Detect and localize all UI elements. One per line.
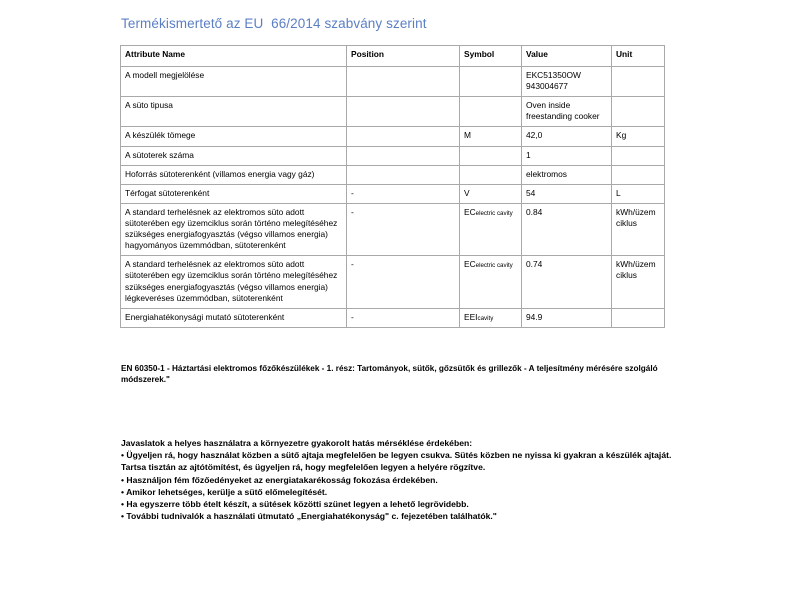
symbol-main: EC	[464, 259, 476, 270]
cell-attribute-name: A modell megjelölése	[121, 67, 347, 97]
cell-attribute-name: A készülék tömege	[121, 127, 347, 146]
table-row	[121, 165, 665, 184]
cell-position: -	[347, 308, 460, 327]
column-header-position: Position	[347, 46, 460, 67]
table-row	[121, 256, 665, 308]
cell-attribute-name: Energiahatékonysági mutató sütoterenként	[121, 308, 347, 327]
recommendation-item: • További tudnivalók a használati útmutató „Energiahatékonyság" c. fejezetében találhatók."	[121, 511, 497, 522]
cell-attribute-name: A standard terhelésnek az elektromos süto adott sütoterében egy üzemciklus során történo melegítéséhez szükséges energiafogyasztás (végso villamos energia) légkeveréses üzemmódban, sütoterenként	[121, 256, 347, 308]
cell-unit: kWh/üzem ciklus	[612, 256, 665, 308]
cell-position: -	[347, 203, 460, 255]
cell-unit: Kg	[612, 127, 665, 146]
table-row	[121, 97, 665, 127]
recommendation-item: • Használjon fém főzőedényeket az energiatakarékosság fokozása érdekében.	[121, 474, 438, 485]
cell-unit: kWh/üzem ciklus	[612, 203, 665, 255]
column-header-unit: Unit	[612, 46, 665, 67]
cell-attribute-name: Hoforrás sütoterenként (villamos energia vagy gáz)	[121, 165, 347, 184]
symbol-subscript: electric cavity	[475, 262, 513, 270]
recommendation-item: • Ügyeljen rá, hogy használat közben a sütő ajtaja megfelelően be legyen csukva. Sütés közben ne nyissa ki gyakran a készülék ajtaját. Tartsa tisztán az ajtótömítést, és ügyeljen rá, hogy megfelelően legyen a helyére rögzítve.	[121, 450, 672, 473]
recommendation-item: • Amikor lehetséges, kerülje a sütő előmelegítését.	[121, 486, 328, 497]
table-row	[121, 67, 665, 97]
symbol-main: EEI	[464, 311, 478, 322]
cell-value: 42,0	[522, 127, 612, 146]
cell-position	[347, 67, 460, 97]
cell-value: 54	[522, 184, 612, 203]
product-specification-table	[120, 45, 665, 328]
cell-symbol	[460, 127, 522, 146]
cell-position	[347, 127, 460, 146]
cell-attribute-name: Térfogat sütoterenként	[121, 184, 347, 203]
standard-reference-note: EN 60350-1 - Háztartási elektromos főzőkészülékek - 1. rész: Tartományok, sütők, gőzsütők és grillezők - A teljesítmény mérésére szolgáló módszerek."	[121, 364, 658, 385]
recommendations-block	[121, 437, 681, 522]
cell-value: 1	[522, 146, 612, 165]
cell-symbol	[460, 256, 522, 308]
table-row	[121, 203, 665, 255]
cell-symbol	[460, 165, 522, 184]
table-header-row	[121, 46, 665, 67]
table-row	[121, 184, 665, 203]
cell-unit: L	[612, 184, 665, 203]
cell-position: -	[347, 256, 460, 308]
page-title: Termékismertető az EU 66/2014 szabvány szerint	[121, 16, 427, 31]
cell-value: elektromos	[522, 165, 612, 184]
column-header-symbol: Symbol	[460, 46, 522, 67]
cell-value: EKC51350OW 943004677	[522, 67, 612, 97]
cell-value: 94.9	[522, 308, 612, 327]
recommendation-item: • Ha egyszerre több ételt készít, a sütések közötti szünet legyen a lehető legrövidebb.	[121, 499, 469, 510]
cell-unit	[612, 67, 665, 97]
symbol-main: M	[464, 130, 471, 141]
table-row	[121, 127, 665, 146]
column-header-attribute-name: Attribute Name	[121, 46, 347, 67]
cell-value: Oven inside freestanding cooker	[522, 97, 612, 127]
cell-value: 0.84	[522, 203, 612, 255]
table-body	[121, 67, 665, 328]
cell-symbol	[460, 67, 522, 97]
cell-unit	[612, 308, 665, 327]
column-header-value: Value	[522, 46, 612, 67]
symbol-subscript: electric cavity	[475, 209, 513, 217]
cell-unit	[612, 165, 665, 184]
cell-position	[347, 146, 460, 165]
cell-position	[347, 97, 460, 127]
recommendations-heading: Javaslatok a helyes használatra a környezetre gyakorolt hatás mérséklése érdekében:	[121, 438, 473, 448]
cell-symbol	[460, 308, 522, 327]
cell-unit	[612, 97, 665, 127]
recommendations-list	[121, 449, 681, 522]
cell-attribute-name: A süto tipusa	[121, 97, 347, 127]
table-header	[121, 46, 665, 67]
symbol-subscript: cavity	[477, 314, 494, 322]
table-row	[121, 146, 665, 165]
cell-unit	[612, 146, 665, 165]
cell-symbol	[460, 97, 522, 127]
cell-value: 0.74	[522, 256, 612, 308]
symbol-main: V	[464, 187, 470, 198]
cell-attribute-name: A sütoterek száma	[121, 146, 347, 165]
cell-position	[347, 165, 460, 184]
cell-symbol	[460, 203, 522, 255]
table-row	[121, 308, 665, 327]
cell-attribute-name: A standard terhelésnek az elektromos süto adott sütoterében egy üzemciklus során történo melegítéséhez szükséges energiafogyasztás (végso villamos energia) hagyományos üzemmódban, sütoterenként	[121, 203, 347, 255]
symbol-main: EC	[464, 206, 476, 217]
cell-symbol	[460, 146, 522, 165]
cell-symbol	[460, 184, 522, 203]
cell-position: -	[347, 184, 460, 203]
